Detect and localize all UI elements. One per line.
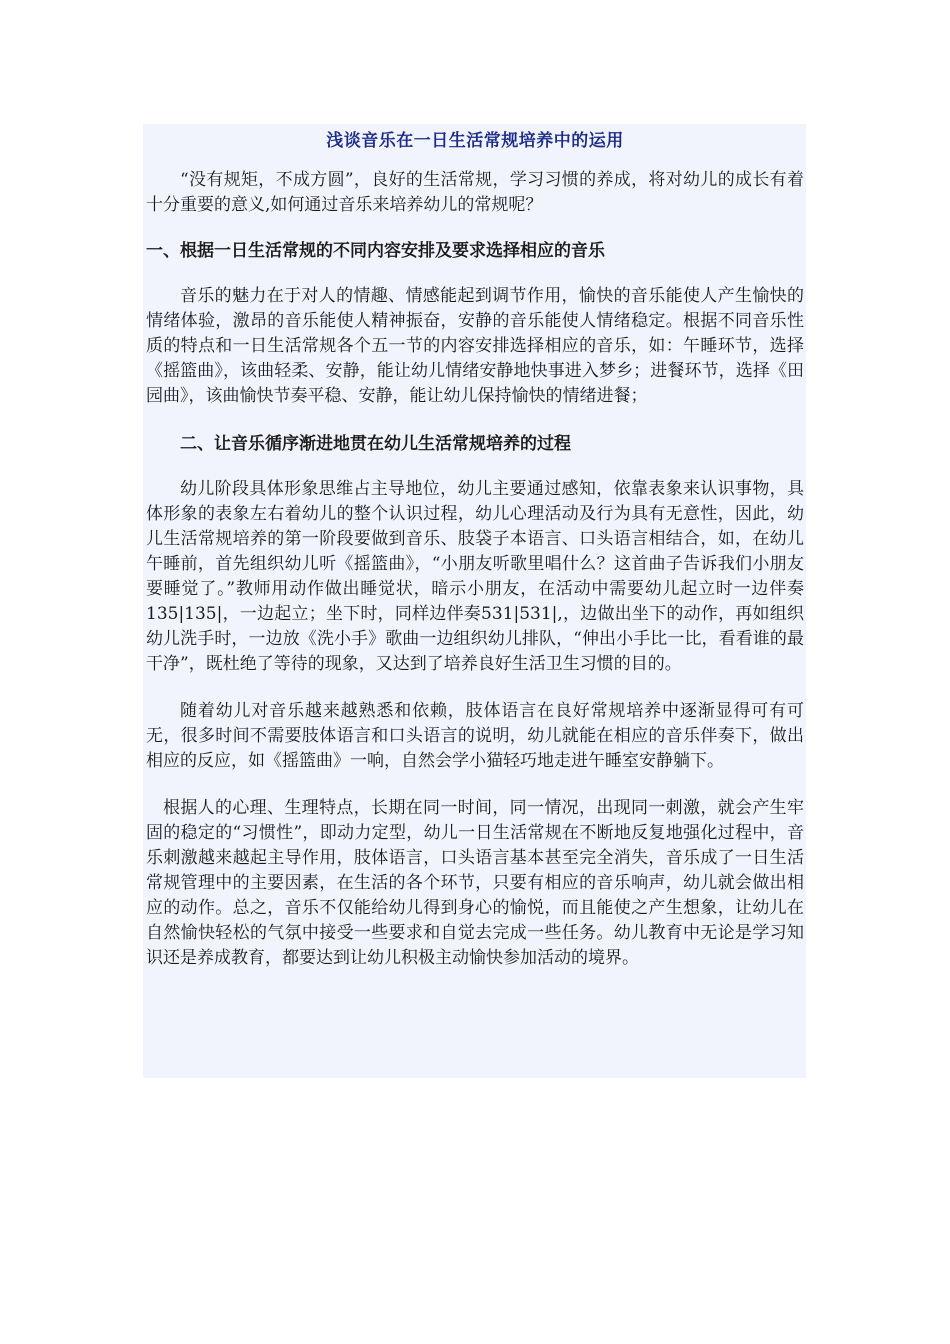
intro-paragraph: “没有规矩，不成方圆”，良好的生活常规，学习习惯的养成，将对幼儿的成长有着十分重要的意义,如何通过音乐来培养幼儿的常规呢？ (146, 170, 804, 215)
spacer (146, 457, 804, 477)
section-2-paragraph-1: 幼儿阶段具体形象思维占主导地位，幼儿主要通过感知，依靠表象来认识事物，具体形象的表象左右着幼儿的整个认识过程，幼儿心理活动及行为具有无意性，因此，幼儿生活常规培养的第一阶段要做到音乐、肢袋子本语言、口头语言相结合，如，在幼儿午睡前，首先组织幼儿听《摇篮曲》，“小朋友听歌里唱什么？这首曲子告诉我们小朋友要睡觉了。”教师用动作做出睡觉状，暗示小朋友，在活动中需要幼儿起立时一边伴奏135|135|，一边起立；坐下时，同样边伴奏531|531|,，边做出坐下的动作，再如组织幼儿洗手时，一边放《洗小手》歌曲一边组织幼儿排队，“伸出小手比一比，看看谁的最干净”，既杜绝了等待的现象，又达到了培养良好生活卫生习惯的目的。 (146, 479, 804, 674)
spacer (146, 218, 804, 238)
spacer (146, 774, 804, 796)
section-1-paragraph: 音乐的魅力在于对人的情趣、情感能起到调节作用，愉快的音乐能使人产生愉快的情绪体验，激昂的音乐能使人精神振奋，安静的音乐能使人情绪稳定。根据不同音乐性质的特点和一日生活常规各个五一节的内容安排选择相应的音乐，如：午睡环节，选择《摇篮曲》，该曲轻柔、安静，能让幼儿情绪安静地快事进入梦乡；进餐环节，选择《田园曲》，该曲愉快节奏平稳、安静，能让幼儿保持愉快的情绪进餐； (146, 286, 804, 406)
spacer (146, 677, 804, 699)
spacer (146, 264, 804, 284)
article-title: 浅谈音乐在一日生活常规培养中的运用 (326, 131, 624, 151)
article-body (143, 124, 806, 1078)
conclusion-paragraph: 根据人的心理、生理特点，长期在同一时间，同一情况，出现同一刺激，就会产生牢固的稳定的“习惯性”，即动力定型，幼儿一日生活常规在不断地反复地强化过程中，音乐刺激越来越起主导作用，肢体语言，口头语言基本甚至完全消失，音乐成了一日生活常规管理中的主要因素，在生活的各个环节，只要有相应的音乐响声，幼儿就会做出相应的动作。总之，音乐不仅能给幼儿得到身心的愉悦，而且能使之产生想象，让幼儿在自然愉快轻松的气氛中接受一些要求和自觉去完成一些任务。幼儿教育中无论是学习知识还是养成教育，都要达到让幼儿积极主动愉快参加活动的境界。 (146, 798, 804, 968)
section-2-heading: 二、让音乐循序渐进地贯在幼儿生活常规培养的过程 (180, 434, 571, 454)
spacer (146, 409, 804, 431)
section-1-heading: 一、根据一日生活常规的不同内容安排及要求选择相应的音乐 (146, 241, 605, 261)
section-2-paragraph-2: 随着幼儿对音乐越来越熟悉和依赖，肢体语言在良好常规培养中逐渐显得可有可无，很多时间不需要肢体语言和口头语言的说明，幼儿就能在相应的音乐伴奏下，做出相应的反应，如《摇篮曲》一响，自然会学小猫轻巧地走进午睡室安静躺下。 (146, 701, 804, 771)
